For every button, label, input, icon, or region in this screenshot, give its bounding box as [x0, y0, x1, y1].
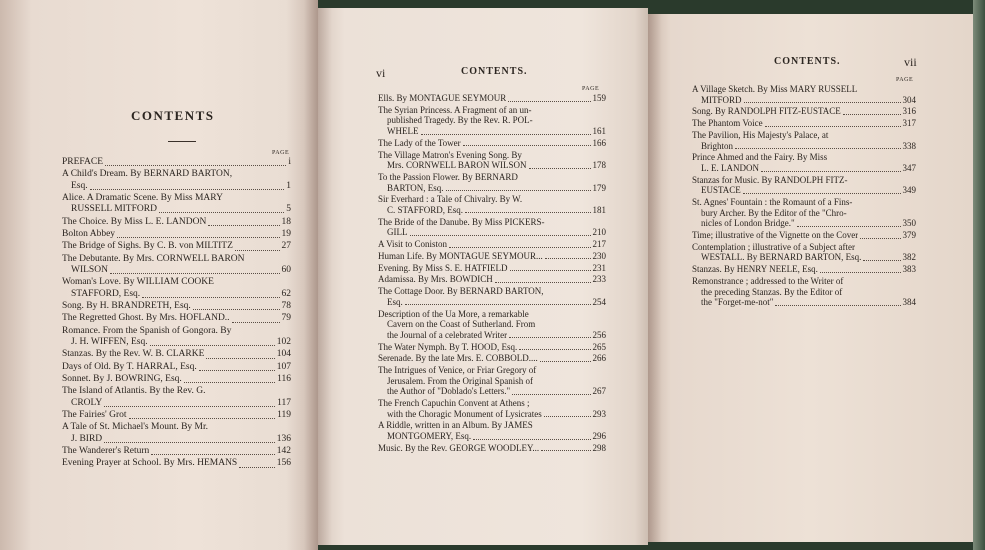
toc-page-number: 230 [592, 250, 606, 261]
toc-entry [62, 157, 291, 168]
toc-page-number: 217 [592, 239, 606, 250]
toc-entry [62, 313, 291, 324]
toc-entry [62, 362, 291, 373]
toc-entry-text: A Tale of St. Michael's Mount. By Mr. [62, 422, 209, 433]
toc-entry-line [62, 362, 291, 373]
toc-entry-text: The Intrigues of Venice, or Friar Gregory of [378, 365, 537, 376]
toc-entry-line [692, 141, 916, 152]
toc-entry-text: The Pavilion, His Majesty's Palace, at [692, 129, 829, 140]
toc-entry-text: WESTALL. By BERNARD BARTON, Esq. [701, 252, 862, 263]
dot-leader [540, 361, 591, 362]
toc-entry-text: the preceding Stanzas. By the Editor of [701, 286, 843, 297]
toc-entry-text: Remonstrance ; addressed to the Writer of [692, 275, 844, 286]
toc-entry-text: Cavern on the Coast of Sutherland. From [387, 319, 536, 330]
toc-entry-text: nicles of London Bridge." [701, 218, 795, 229]
toc-entry-text: Serenade. By the late Mrs. E. COBBOLD.... [378, 353, 538, 364]
dot-leader [90, 189, 285, 190]
toc-entry-line [378, 409, 606, 420]
toc-entry [378, 217, 606, 238]
toc-entry-text: Human Life. By MONTAGUE SEYMOUR... [378, 250, 543, 261]
toc-entry-text: the Author of "Doblado's Letters." [387, 386, 511, 397]
dot-leader [529, 168, 591, 169]
dot-leader [843, 114, 901, 115]
toc-entry-text: Song. By H. BRANDRETH, Esq. [62, 300, 191, 311]
toc-entry-text: C. STAFFORD, Esq. [387, 204, 464, 215]
book-cover-edge [973, 0, 985, 550]
toc-entry-text: the "Forget-me-not" [701, 297, 774, 308]
toc-entry-line [62, 349, 291, 360]
toc-page-number: i [288, 157, 291, 167]
dot-leader [765, 126, 901, 127]
toc-entry-line [692, 118, 916, 129]
toc-entry-text: The Phantom Voice [692, 118, 763, 129]
dot-leader [775, 305, 900, 306]
toc-entry-line [62, 157, 291, 168]
gutter-shade [304, 0, 318, 550]
dot-leader [743, 193, 901, 194]
toc-entry-text: Prince Ahmed and the Fairy. By Miss [692, 152, 828, 163]
dot-leader [142, 297, 279, 298]
toc-entry-line [62, 217, 291, 228]
toc-entry [378, 365, 606, 397]
dot-leader [110, 273, 280, 274]
toc-entry-text: The Village Matron's Evening Song. By [378, 149, 522, 160]
toc-entry-text: Romance. From the Spanish of Gongora. By [62, 325, 232, 336]
toc-entry-text: with the Choragic Monument of Lysicrates [387, 408, 542, 419]
toc-entry-text: Brighton [701, 140, 734, 151]
toc-entry-text: BARTON, Esq. [387, 182, 444, 193]
toc-entry [62, 254, 291, 276]
dot-leader [206, 358, 274, 359]
toc-entry [692, 130, 916, 151]
toc-page-number: 317 [902, 118, 916, 129]
toc-page-number: 293 [592, 408, 606, 419]
dot-leader [193, 309, 280, 310]
toc-entry-text: The Island of Atlantis. By the Rev. G. [62, 386, 206, 397]
toc-entry-line [692, 185, 916, 196]
toc-entry-text: MONTGOMERY, Esq. [387, 431, 472, 441]
dot-leader [495, 282, 591, 283]
toc-entry [378, 105, 606, 137]
toc-entry-line [378, 239, 606, 250]
toc-page-number: 62 [281, 288, 291, 299]
toc-entry [378, 420, 606, 441]
toc-entry-text: WHELE [387, 125, 419, 136]
toc-entry-text: The Wanderer's Return [62, 446, 150, 457]
contents-title: CONTENTS [131, 108, 215, 123]
toc-page-number: 179 [592, 182, 606, 193]
dot-leader [421, 134, 591, 135]
toc-page-number: 267 [592, 386, 606, 397]
toc-entry-text: Sonnet. By J. BOWRING, Esq. [62, 374, 182, 385]
dot-leader [519, 349, 590, 350]
toc-entry [378, 398, 606, 419]
toc-entry-line [692, 106, 916, 117]
page-column-heading: PAGE [272, 150, 290, 156]
dot-leader [199, 370, 275, 371]
toc-entry-text: GILL [387, 227, 408, 238]
toc-entry-text: Mrs. CORNWELL BARON WILSON [387, 160, 527, 171]
toc-page-number: 136 [276, 433, 291, 444]
toc-entry-text: The Water Nymph. By T. HOOD, Esq. [378, 341, 518, 352]
dot-leader [117, 237, 279, 238]
toc-entry-text: A Visit to Coniston [378, 239, 448, 250]
gutter-shade [318, 8, 332, 545]
dot-leader [159, 212, 284, 213]
toc-entry-line [62, 229, 291, 240]
toc-entry [378, 353, 606, 364]
toc-entry-line [378, 263, 606, 274]
toc-page-number: 384 [902, 297, 916, 308]
toc-entry-text: Bolton Abbey [62, 228, 116, 239]
dot-leader [208, 225, 279, 226]
title-rule [168, 141, 196, 142]
toc-entry-line [62, 458, 291, 469]
dot-leader [449, 247, 590, 248]
toc-entry-line [692, 163, 916, 174]
left-page [0, 0, 318, 550]
dot-leader [151, 454, 274, 455]
dot-leader [104, 442, 275, 443]
toc-entry-line [378, 126, 606, 137]
toc-entry-line [62, 398, 291, 409]
toc-entry [62, 326, 291, 348]
toc-entry-text: Alice. A Dramatic Scene. By Miss MARY [62, 192, 223, 203]
toc-entry-text: J. BIRD [71, 433, 103, 444]
toc-entry-text: Ells. By MONTAGUE SEYMOUR [378, 93, 507, 103]
toc-entry-line [378, 183, 606, 194]
toc-entry-line [378, 274, 606, 285]
toc-entry [378, 309, 606, 341]
page-number: vii [904, 55, 917, 69]
toc-page-number: 27 [281, 241, 291, 252]
dot-leader [512, 394, 590, 395]
toc-entry-line [692, 264, 916, 275]
toc-entry-line [62, 265, 291, 276]
dot-leader [735, 148, 900, 149]
toc-page-number: 1 [286, 180, 291, 191]
toc-entry [692, 175, 916, 196]
toc-entry [378, 93, 606, 104]
dot-leader [820, 272, 901, 273]
toc-entry-line [378, 353, 606, 364]
toc-entry-text: CROLY [71, 397, 103, 408]
toc-entry-line [62, 289, 291, 300]
toc-entry-line [378, 160, 606, 171]
toc-list [378, 93, 606, 455]
toc-entry [378, 138, 606, 149]
toc-entry-text: The Choice. By Miss L. E. LANDON [62, 216, 207, 227]
toc-entry-line [62, 410, 291, 421]
toc-page-number: 181 [592, 204, 606, 215]
toc-entry-text: RUSSELL MITFORD [71, 204, 157, 215]
dot-leader [545, 258, 591, 259]
toc-entry-line [62, 446, 291, 457]
toc-entry [62, 386, 291, 408]
toc-entry [692, 264, 916, 275]
toc-entry [692, 276, 916, 308]
toc-entry [62, 193, 291, 215]
toc-entry-text: WILSON [71, 264, 108, 275]
toc-entry-text: The French Capuchin Convent at Athens ; [378, 398, 530, 409]
toc-entry-line [692, 95, 916, 106]
toc-entry-line [62, 374, 291, 385]
toc-entry-line [62, 241, 291, 252]
toc-entry [378, 150, 606, 171]
toc-entry [378, 239, 606, 250]
toc-page-number: 78 [281, 300, 291, 311]
dot-leader [761, 171, 901, 172]
dot-leader [544, 416, 591, 417]
toc-entry-text: Contemplation ; illustrative of a Subject after [692, 241, 855, 252]
toc-page-number: 231 [592, 262, 606, 273]
toc-entry [62, 422, 291, 444]
toc-entry [62, 374, 291, 385]
dot-leader [184, 382, 275, 383]
toc-page-number: 116 [277, 374, 291, 385]
toc-entry [378, 194, 606, 215]
toc-entry [62, 301, 291, 312]
toc-entry-text: The Fairies' Grot [62, 410, 127, 421]
toc-page-number: 210 [592, 227, 606, 238]
toc-entry [62, 169, 291, 191]
toc-entry [378, 251, 606, 262]
toc-entry-text: Evening. By Miss S. E. HATFIELD [378, 262, 508, 273]
toc-entry-line [62, 204, 291, 215]
toc-entry-line [62, 337, 291, 348]
toc-page-number: 349 [902, 185, 916, 196]
page-column-heading: PAGE [582, 86, 600, 92]
toc-entry [62, 349, 291, 360]
toc-entry [378, 342, 606, 353]
toc-page-number: 266 [592, 353, 606, 364]
toc-entry-text: Song. By RANDOLPH FITZ-EUSTACE [692, 106, 841, 117]
toc-entry-text: A Riddle, written in an Album. By JAMES [378, 420, 533, 431]
toc-page-number: 166 [592, 137, 606, 148]
toc-page-number: 316 [902, 106, 916, 117]
toc-page-number: 107 [276, 361, 291, 372]
toc-entry-text: Woman's Love. By WILLIAM COOKE [62, 277, 214, 288]
dot-leader [465, 212, 590, 213]
dot-leader [473, 439, 590, 440]
toc-page-number: 298 [592, 442, 606, 453]
dot-leader [239, 467, 275, 468]
toc-page-number: 79 [281, 313, 291, 324]
toc-entry-line [62, 434, 291, 445]
toc-entry [692, 152, 916, 173]
dot-leader [510, 270, 591, 271]
toc-entry-text: The Lady of the Tower [378, 137, 461, 148]
toc-page-number: 19 [281, 228, 291, 239]
dot-leader [405, 304, 591, 305]
toc-entry-text: Days of Old. By T. HARRAL, Esq. [62, 361, 197, 372]
toc-entry-line [378, 342, 606, 353]
dot-leader [541, 450, 590, 451]
toc-list [692, 84, 916, 309]
toc-page-number: 102 [276, 336, 291, 347]
toc-page-number: 18 [281, 216, 291, 227]
toc-page-number: 256 [592, 329, 606, 340]
toc-entry-text: A Village Sketch. By Miss MARY RUSSELL [692, 84, 858, 94]
toc-entry-line [378, 386, 606, 397]
toc-page-number: 379 [902, 230, 916, 241]
toc-page-number: 233 [592, 274, 606, 285]
toc-entry-text: J. H. WIFFEN, Esq. [71, 336, 148, 347]
toc-entry [378, 286, 606, 307]
toc-entry-text: Sir Everhard : a Tale of Chivalry. By W. [378, 194, 523, 205]
toc-entry [692, 106, 916, 117]
toc-entry-text: Time; illustrative of the Vignette on the Cover [692, 230, 859, 241]
toc-entry-text: bury Archer. By the Editor of the "Chro- [701, 207, 847, 218]
toc-page-number: 161 [592, 125, 606, 136]
toc-entry [62, 229, 291, 240]
dot-leader [508, 101, 590, 102]
toc-page-number: 338 [902, 140, 916, 151]
dot-leader [744, 102, 901, 103]
toc-entry-text: Esq. [71, 180, 88, 191]
dot-leader [863, 260, 900, 261]
toc-entry-line [378, 138, 606, 149]
toc-entry-text: Stanzas. By the Rev. W. B. CLARKE [62, 349, 205, 360]
toc-entry [692, 230, 916, 241]
toc-entry [692, 84, 916, 105]
dot-leader [446, 190, 591, 191]
toc-entry-line [378, 431, 606, 442]
toc-entry-line [378, 297, 606, 308]
toc-entry-text: The Cottage Door. By BERNARD BARTON, [378, 286, 544, 297]
toc-page-number: 104 [276, 349, 291, 360]
toc-page-number: 382 [902, 252, 916, 263]
dot-leader [235, 250, 280, 251]
toc-entry-line [378, 205, 606, 216]
dot-leader [410, 235, 591, 236]
toc-entry-text: PREFACE [62, 157, 104, 167]
dot-leader [797, 226, 901, 227]
toc-entry-text: St. Agnes' Fountain : the Romaunt of a Fins- [692, 197, 853, 208]
gutter-shade [648, 14, 662, 542]
toc-entry-text: STAFFORD, Esq. [71, 288, 141, 299]
toc-entry [692, 242, 916, 263]
toc-entry-text: EUSTACE [701, 185, 741, 196]
toc-page-number: 178 [592, 160, 606, 171]
dot-leader [104, 406, 275, 407]
contents-title: CONTENTS. [774, 56, 841, 67]
toc-page-number: 254 [592, 296, 606, 307]
page-column-heading: PAGE [896, 77, 914, 83]
toc-entry [62, 446, 291, 457]
toc-entry-line [692, 230, 916, 241]
dot-leader [232, 322, 280, 323]
toc-page-number: 304 [902, 94, 916, 105]
dot-leader [509, 337, 590, 338]
toc-entry-line [378, 251, 606, 262]
dot-leader [105, 165, 286, 166]
toc-entry [62, 458, 291, 469]
toc-page-number: 60 [281, 264, 291, 275]
toc-page-number: 265 [592, 341, 606, 352]
toc-page-number: 347 [902, 162, 916, 173]
toc-entry-line [62, 313, 291, 324]
toc-entry-line [378, 93, 606, 104]
toc-entry [692, 197, 916, 229]
toc-entry [378, 172, 606, 193]
dot-leader [150, 345, 275, 346]
toc-entry-line [62, 301, 291, 312]
toc-entry-text: The Bride of the Danube. By Miss PICKERS- [378, 216, 545, 227]
toc-entry-line [378, 443, 606, 454]
toc-entry-text: published Tragedy. By the Rev. R. POL- [387, 115, 533, 126]
toc-page-number: 142 [276, 446, 291, 457]
dot-leader [463, 145, 591, 146]
toc-entry-text: Stanzas. By HENRY NEELE, Esq. [692, 264, 818, 275]
toc-entry-line [62, 181, 291, 192]
dot-leader [129, 418, 276, 419]
toc-entry-text: Jerusalem. From the Original Spanish of [387, 375, 533, 386]
toc-entry [62, 217, 291, 228]
toc-entry-line [692, 252, 916, 263]
toc-page-number: 383 [902, 264, 916, 275]
toc-entry [62, 241, 291, 252]
toc-entry-line [692, 218, 916, 229]
toc-entry-text: Description of the Ua More, a remarkable [378, 308, 529, 319]
toc-entry-text: Adamissa. By Mrs. BOWDICH [378, 274, 493, 285]
toc-entry [378, 443, 606, 454]
toc-entry [62, 410, 291, 421]
toc-entry [378, 274, 606, 285]
toc-entry-text: The Debutante. By Mrs. CORNWELL BARON [62, 253, 245, 264]
page-number: vi [376, 66, 386, 80]
toc-page-number: 119 [277, 410, 291, 421]
toc-entry [692, 118, 916, 129]
toc-list [62, 157, 291, 471]
toc-entry-text: The Regretted Ghost. By Mrs. HOFLAND.. [62, 313, 230, 324]
contents-title: CONTENTS. [461, 66, 528, 77]
toc-page-number: 156 [276, 458, 291, 469]
toc-entry-line [378, 330, 606, 341]
right-page [648, 14, 973, 542]
toc-entry [62, 277, 291, 299]
dot-leader [860, 238, 900, 239]
toc-entry-line [692, 297, 916, 308]
toc-entry-text: Esq. [387, 296, 403, 307]
toc-entry-line [378, 227, 606, 238]
toc-page-number: 5 [286, 204, 291, 215]
toc-entry-text: L. E. LANDON [701, 162, 759, 173]
toc-entry [378, 263, 606, 274]
middle-page [318, 8, 648, 545]
toc-entry-text: A Child's Dream. By BERNARD BARTON, [62, 169, 233, 180]
toc-entry-text: The Syrian Princess. A Fragment of an un- [378, 104, 532, 115]
toc-entry-text: Music. By the Rev. GEORGE WOODLEY... [378, 442, 540, 453]
toc-page-number: 159 [592, 93, 606, 103]
toc-entry-text: The Bridge of Sighs. By C. B. von MILTITZ [62, 241, 233, 252]
toc-entry-text: the Journal of a celebrated Writer [387, 329, 508, 340]
toc-entry-text: Stanzas for Music. By RANDOLPH FITZ- [692, 174, 848, 185]
toc-entry-text: To the Passion Flower. By BERNARD [378, 171, 518, 182]
toc-page-number: 350 [902, 218, 916, 229]
toc-entry-text: MITFORD [701, 94, 742, 105]
toc-page-number: 117 [277, 397, 291, 408]
toc-entry-text: Evening Prayer at School. By Mrs. HEMANS [62, 458, 238, 469]
toc-page-number: 296 [592, 431, 606, 441]
